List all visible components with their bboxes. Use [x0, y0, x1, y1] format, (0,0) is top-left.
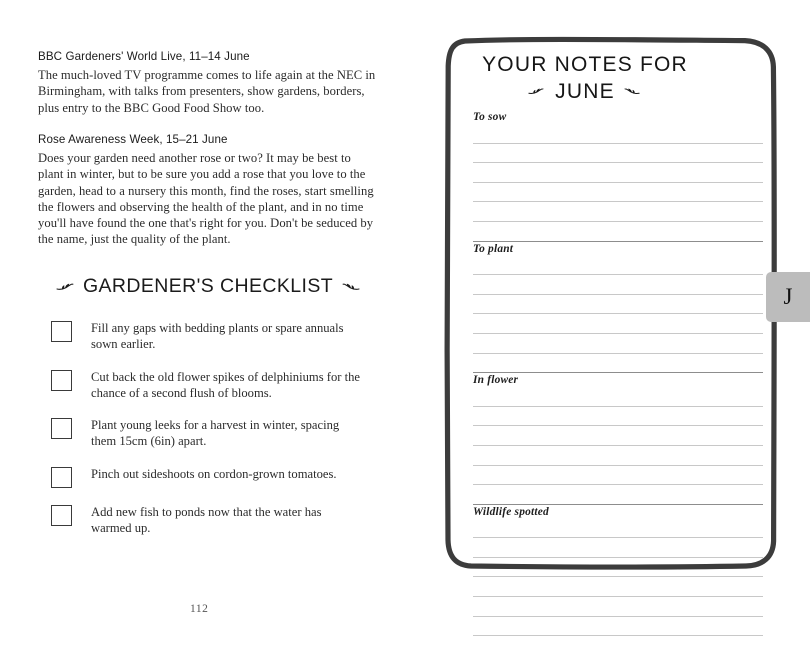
checklist-item-label: Fill any gaps with bedding plants or spare annuals sown earlier.: [91, 321, 344, 352]
right-page: [405, 0, 810, 649]
page-number: 112: [190, 603, 209, 615]
checklist-item-label: Plant young leeks for a harvest in winter, spacing them 15cm (6in) apart.: [91, 418, 340, 449]
notes-line[interactable]: [473, 387, 763, 407]
leaf-flourish-icon: [528, 86, 546, 98]
month-tab-june[interactable]: [766, 272, 810, 322]
notes-section-label: In flower: [473, 374, 519, 387]
notes-line[interactable]: [473, 577, 763, 597]
notes-line[interactable]: [473, 597, 763, 617]
notes-section-label: To plant: [473, 242, 514, 255]
notes-line[interactable]: [473, 334, 763, 354]
notes-line[interactable]: [473, 222, 763, 242]
notes-line[interactable]: [473, 202, 763, 222]
notes-line[interactable]: [473, 354, 763, 374]
notes-sections: [473, 110, 763, 636]
notes-line[interactable]: [473, 446, 763, 466]
notes-section-to-plant: [473, 242, 763, 374]
leaf-flourish-icon: [342, 281, 360, 293]
notes-line[interactable]: [473, 538, 763, 558]
notes-line[interactable]: [473, 407, 763, 427]
notes-section-label: Wildlife spotted: [473, 505, 549, 518]
notes-month-row: [405, 79, 765, 104]
notes-section-label: To sow: [473, 111, 507, 123]
notes-line[interactable]: [473, 314, 763, 334]
notes-line[interactable]: [473, 256, 763, 276]
checkbox[interactable]: [51, 321, 72, 342]
month-tab-letter: J: [783, 284, 793, 309]
notes-line[interactable]: [473, 183, 763, 203]
checkbox[interactable]: [51, 370, 72, 391]
leaf-flourish-icon: [56, 281, 74, 293]
notes-section-to-sow: [473, 110, 763, 242]
checklist-item[interactable]: [38, 504, 378, 537]
article-heading: Rose Awareness Week, 15–21 June: [38, 133, 228, 146]
notes-line[interactable]: [473, 275, 763, 295]
notes-title-block: [405, 52, 765, 104]
notes-line[interactable]: [473, 485, 763, 505]
checklist-item-label: Cut back the old flower spikes of delphiniums for the chance of a second flush of blooms.: [91, 369, 360, 400]
notes-line[interactable]: [473, 426, 763, 446]
notes-line[interactable]: [473, 519, 763, 539]
checklist-title: GARDENER'S CHECKLIST: [82, 275, 334, 297]
checklist-item[interactable]: [38, 466, 378, 488]
checkbox[interactable]: [51, 418, 72, 439]
notes-title-line: YOUR NOTES FOR: [482, 53, 688, 76]
notes-line[interactable]: [473, 466, 763, 486]
notes-line[interactable]: [473, 124, 763, 144]
checklist-item[interactable]: [38, 369, 378, 402]
notes-line[interactable]: [473, 558, 763, 578]
gardeners-checklist: [38, 275, 378, 552]
article-rose-awareness-week: [38, 133, 376, 248]
checklist-title-row: [38, 275, 378, 298]
article-bbc-gardeners-world-live: [38, 50, 376, 116]
checkbox[interactable]: [51, 467, 72, 488]
checkbox[interactable]: [51, 505, 72, 526]
notes-line[interactable]: [473, 295, 763, 315]
notes-section-in-flower: [473, 373, 763, 505]
article-heading: BBC Gardeners' World Live, 11–14 June: [38, 50, 250, 63]
notes-line[interactable]: [473, 617, 763, 637]
article-body: The much-loved TV programme comes to life again at the NEC in Birmingham, with talks from presenters, show gardens, borders, plus entry to the BBC Good Food Show too.: [38, 68, 376, 115]
checklist-item-label: Pinch out sideshoots on cordon-grown tomatoes.: [91, 466, 337, 481]
notes-month: JUNE: [555, 80, 615, 103]
notes-line[interactable]: [473, 144, 763, 164]
leaf-flourish-icon: [624, 86, 642, 98]
checklist-item-label: Add new fish to ponds now that the water has warmed up.: [91, 504, 322, 536]
notes-line[interactable]: [473, 163, 763, 183]
notes-section-wildlife-spotted: [473, 505, 763, 637]
checklist-item[interactable]: [38, 417, 378, 450]
checklist-item[interactable]: [38, 320, 378, 353]
article-body: Does your garden need another rose or two? It may be best to plant in winter, but to be sure you add a rose that you love to the garden, head to a nursery this month, find the roses, start smelling the flowers and observing the health of the plant, and in no time you'll have found the one that's right for you. Don't be seduced by the name, just the quality of the plant.: [38, 151, 374, 247]
